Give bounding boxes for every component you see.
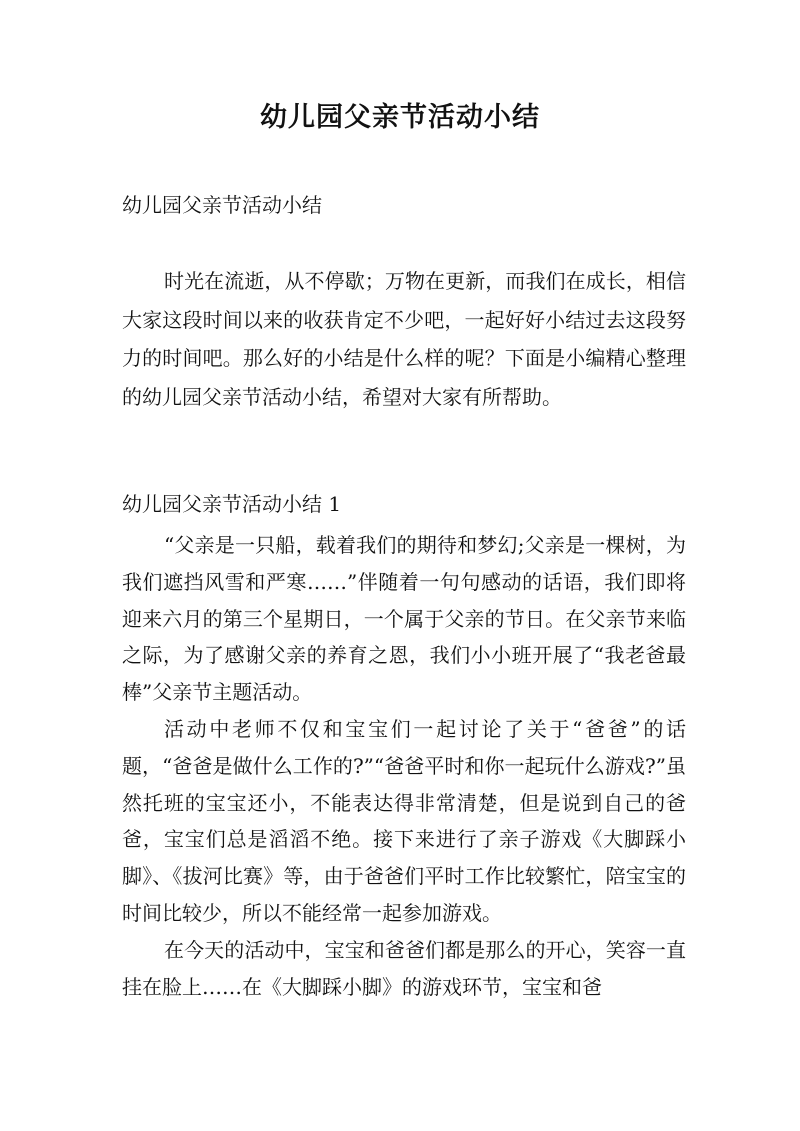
body-paragraph: 在今天的活动中，宝宝和爸爸们都是那么的开心，笑容一直挂在脸上……在《大脚踩小脚》的游戏环节，宝宝和爸 <box>122 937 686 999</box>
body-paragraph: “父亲是一只船，载着我们的期待和梦幻;父亲是一棵树，为我们遮挡风雪和严寒……”伴随着一句句感动的话语，我们即将迎来六月的第三个星期日，一个属于父亲的节日。在父亲节来临之际，为了感谢父亲的养育之恩，我们小小班开展了“我老爸最棒”父亲节主题活动。 <box>122 533 686 705</box>
body-paragraph: 活动中老师不仅和宝宝们一起讨论了关于“爸爸”的话题，“爸爸是做什么工作的?”“爸爸平时和你一起玩什么游戏?”虽然托班的宝宝还小，不能表达得非常清楚，但是说到自己的爸爸，宝宝们总是滔滔不绝。接下来进行了亲子游戏《大脚踩小脚》、《拔河比赛》等，由于爸爸们平时工作比较繁忙，陪宝宝的时间比较少，所以不能经常一起参加游戏。 <box>122 716 686 925</box>
document-title: 幼儿园父亲节活动小结 <box>260 102 540 133</box>
intro-paragraph: 时光在流逝，从不停歇；万物在更新，而我们在成长，相信大家这段时间以来的收获肯定不少吧，一起好好小结过去这段努力的时间吧。那么好的小结是什么样的呢？下面是小编精心整理的幼儿园父亲节活动小结，希望对大家有所帮助。 <box>122 269 686 409</box>
document-subtitle: 幼儿园父亲节活动小结 <box>122 193 322 217</box>
section-heading: 幼儿园父亲节活动小结 1 <box>122 492 342 516</box>
section-body <box>122 527 686 1005</box>
